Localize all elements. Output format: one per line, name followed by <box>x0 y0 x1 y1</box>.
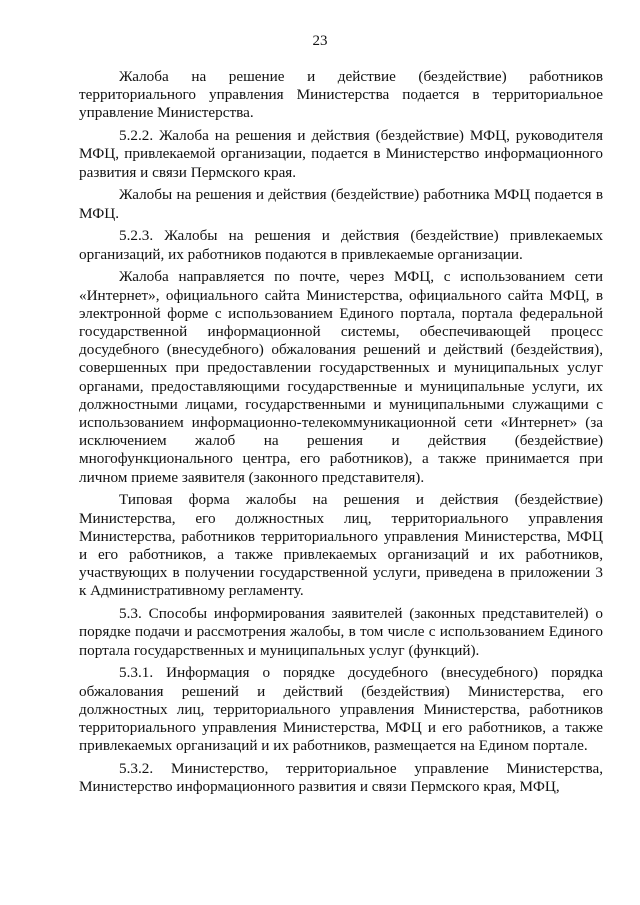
paragraph-5-2-3: 5.2.3. Жалобы на решения и действия (бездействие) привлекаемых организаций, их работников подаются в привлекаемые организации. <box>79 227 603 263</box>
paragraph-5-3: 5.3. Способы информирования заявителей (законных представителей) о порядке подачи и рассмотрения жалобы, в том числе с использованием Единого портала государственных и муниципальных услуг (функций). <box>79 605 603 659</box>
paragraph-5-3-1: 5.3.1. Информация о порядке досудебного (внесудебного) порядка обжалования решений и действий (бездействия) Министерства, его должностных лиц, территориального управления Министерства, работников территориального управления Министерства, МФЦ и его работников, а также привлекаемых организаций и их работников, размещается на Едином портале. <box>79 664 603 755</box>
paragraph-submission-methods: Жалоба направляется по почте, через МФЦ, с использованием сети «Интернет», официального сайта Министерства, официального сайта МФЦ, в электронной форме с использованием Единого портала, портала федеральной государственной информационной системы, обеспечивающей процесс досудебного (внесудебного) обжалования решений и действий (бездействия), совершенных при предоставлении государственных и муниципальных услуг органами, предоставляющими государственные и муниципальные услуги, их должностными лицами, государственными и муниципальными служащими с использованием информационно-телекоммуникационной сети «Интернет» (за исключением жалоб на решения и действия (бездействие) многофункционального центра, его работников), а также принимается при личном приеме заявителя (законного представителя). <box>79 268 603 486</box>
paragraph-complaint-territorial: Жалоба на решение и действие (бездействие) работников территориального управления Министерства подается в территориальное управление Министерства. <box>79 68 603 122</box>
paragraph-standard-form: Типовая форма жалобы на решения и действия (бездействие) Министерства, его должностных лиц, территориального управления Министерства, работников территориального управления Министерства, МФЦ и его работников, а также привлекаемых организаций и их работников, участвующих в получении государственной услуги, приведена в приложении 3 к Административному регламенту. <box>79 491 603 600</box>
page-number: 23 <box>312 33 328 49</box>
paragraph-mfc-worker-complaints: Жалобы на решения и действия (бездействие) работника МФЦ подается в МФЦ. <box>79 186 603 222</box>
document-body <box>79 68 603 801</box>
paragraph-5-3-2: 5.3.2. Министерство, территориальное управление Министерства, Министерство информационного развития и связи Пермского края, МФЦ, <box>79 760 603 796</box>
paragraph-5-2-2: 5.2.2. Жалоба на решения и действия (бездействие) МФЦ, руководителя МФЦ, привлекаемой организации, подается в Министерство информационного развития и связи Пермского края. <box>79 127 603 181</box>
